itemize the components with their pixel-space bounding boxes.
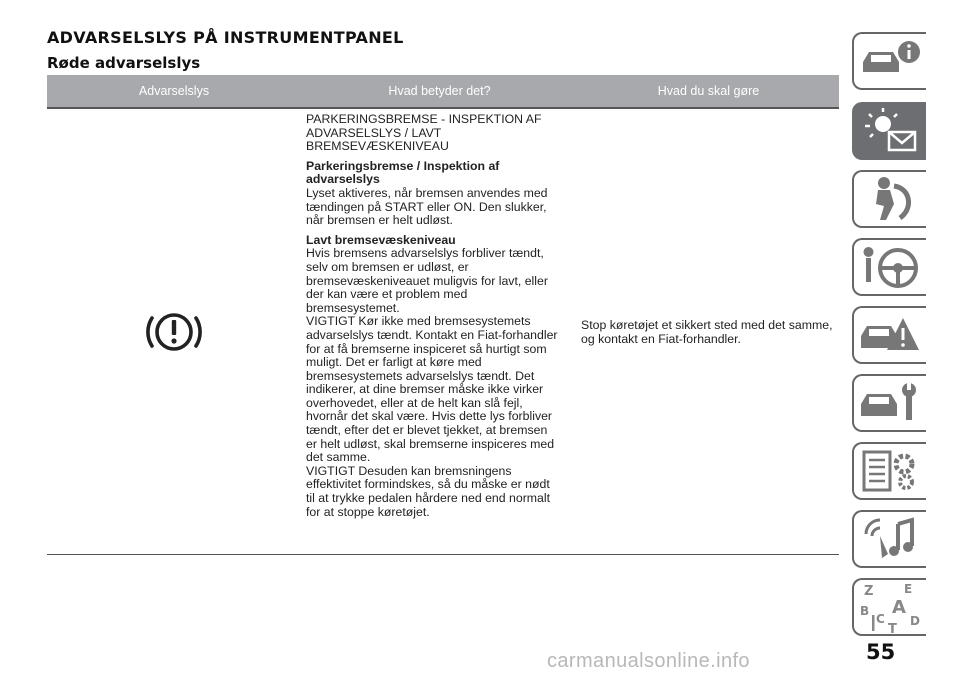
parking-brake-text: Lyset aktiveres, når bremsen anvendes med tændingen på START eller ON. Den slukker, når bremsen er helt udløst. [306,185,548,228]
meaning-title: PARKERINGSBREMSE - INSPEKTION AF ADVARSELSLYS / LAVT BREMSEVÆSKENIVEAU [306,112,542,154]
parking-brake-section [306,160,573,228]
table-header [47,75,839,109]
tab-multimedia[interactable] [852,510,926,568]
tab-warning-lights[interactable] [852,102,926,160]
tab-starting-driving[interactable] [852,238,926,296]
svg-text:D: D [910,614,920,628]
column-header-meaning: Hvad betyder det? [388,84,491,98]
svg-text:Z: Z [864,584,874,599]
parking-brake-title: Parkeringsbremse / Inspektion af advarselslys [306,158,500,187]
warning-lights-table [47,75,839,555]
car-maintenance-icon [857,378,923,428]
tab-technical-data[interactable] [852,442,926,500]
alphabetical-index-icon [858,579,922,635]
tab-safety[interactable] [852,170,926,228]
watermark: carmanualsonline.info [547,650,750,672]
svg-text:B: B [860,604,870,618]
action-text: Stop køretøjet et sikkert sted med det samme, og kontakt en Fiat-forhandler. [581,317,833,346]
svg-text:A: A [892,597,906,618]
brake-fluid-section [306,234,573,519]
warning-lights-icon [857,106,923,156]
tab-vehicle-knowledge[interactable] [852,32,926,90]
table-row [47,109,839,555]
car-breakdown-icon [857,310,923,360]
tab-index[interactable] [852,578,926,636]
brake-fluid-text: Hvis bremsens advarselslys forbliver tændt, selv om bremsen er udløst, er bremsevæskeniveauet muligvis for lavt, eller der kan være et problem med bremsesystemet. VIGTIGT Kør ikke med bremsesystemets advarselslys tændt. Kontakt en Fiat-forhandler for at få bremserne inspiceret så hurtigt som muligt. Det er farligt at køre med bremsesystemets advarselslys tændt. Det indikerer, at dine bremser måske ikke virker overhovedet, eller at de helt kan slå fejl, hvornår det skal være. Hvis dette lys forbliver tændt, efter det er blevet tjekket, at bremsen er helt udløst, skal bremserne inspiceres med det samme. VIGTIGT Desuden kan bremsningens effektivitet formindskes, så du måske er nødt til at trykke pedalen hårdere ned end normalt for at stoppe køretøjet. [306,246,558,519]
warning-light-cell [47,109,301,554]
svg-text:T: T [888,622,897,635]
car-info-icon [857,38,923,84]
key-steering-wheel-icon [858,242,922,292]
multimedia-icon [858,514,922,564]
technical-data-icon [858,446,922,496]
page-heading: ADVARSELSLYS PÅ INSTRUMENTPANEL [47,28,404,47]
tab-servicing[interactable] [852,374,926,432]
page-number: 55 [866,640,896,664]
column-header-action: Hvad du skal gøre [657,84,760,98]
action-cell [578,109,839,554]
airbag-safety-icon [860,174,920,224]
svg-text:E: E [904,582,913,596]
brake-fluid-title: Lavt bremsevæskeniveau [306,232,456,247]
section-subheading: Røde advarselslys [47,54,201,72]
column-header-warning-light: Advarselslys [138,84,210,98]
meaning-cell [301,109,578,554]
tab-emergency[interactable] [852,306,926,364]
svg-text:C: C [876,612,885,626]
brake-warning-icon [143,308,205,356]
